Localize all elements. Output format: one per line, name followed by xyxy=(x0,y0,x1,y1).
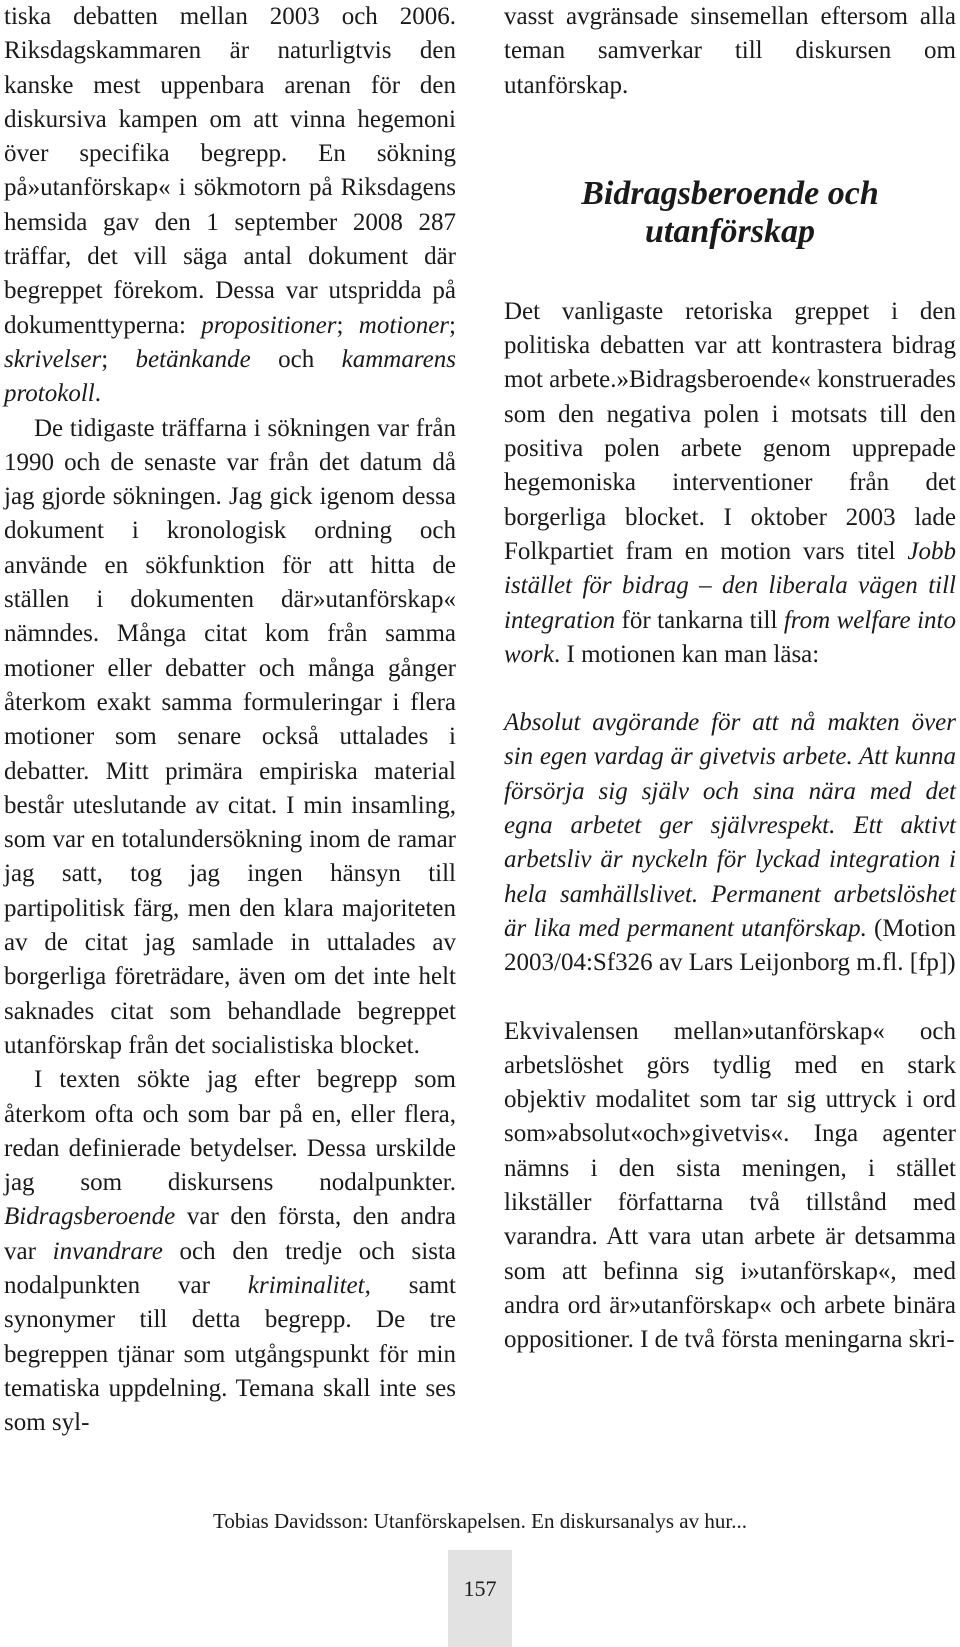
paragraph: Det vanligaste retoriska greppet i den politiska debatten var att kontrastera bidrag mot arbete.»Bidragsberoende« konstruerades som den negativa polen i motsats till den positiva polen arbete genom upprepade hegemoniska interventioner från det borgerliga blocket. I oktober 2003 lade Folkpartiet fram en motion vars titel Jobb istället för bidrag – den liberala vägen till integration för tankarna till from welfare into work. I motionen kan man läsa: xyxy=(504,297,956,668)
block-quote: Absolut avgörande för att nå makten över sin egen vardag är givetvis arbete. Att kunna försörja sig själv och sina nära med det egna arbetet ger självrespekt. Ett aktivt arbetsliv är nyckeln för lyckad integration i hela samhällslivet. Permanent arbetslöshet är lika med permanent utanförskap. (Motion 2003/04:Sf326 av Lars Leijonborg m.fl. [fp]) xyxy=(504,709,957,977)
section-heading: Bidragsberoende och utanförskap xyxy=(581,174,879,250)
paragraph: Ekvivalensen mellan»utanförskap« och arbetslöshet görs tydlig med en stark objektiv modalitet som tar sig uttryck i ord som»absolut«och»givetvis«. Inga agenter nämns i den sista meningen, i stället likställer författarna två tillstånd med varandra. Att vara utan arbete är detsamma som att befinna sig i»utanförskap«, med andra ord är»utanförskap« och arbete binära oppositioner. I de två första meningarna skri- xyxy=(504,1017,956,1354)
page-number: 157 xyxy=(463,1576,497,1601)
running-footer: Tobias Davidsson: Utanförskapelsen. En diskursanalys av hur... xyxy=(213,1509,747,1533)
paragraph: De tidigaste träffarna i sökningen var från 1990 och de senaste var från det datum då jag gjorde sökningen. Jag gick igenom dessa dokument i kronologisk ordning och använde en sökfunktion för att hitta de ställen i dokumenten där»utanförskap« nämndes. Många citat kom från samma motioner eller debatter och många gånger återkom exakt samma formuleringar i flera motioner som senare också uttalades i debatter. Mitt primära empiriska material består uteslutande av citat. I min insamling, som var en totalundersökning inom de ramar jag satt, tog jag ingen hänsyn till partipolitisk färg, men den klara majoriteten av de citat jag samlade in uttalades av borgerliga företrädare, även om det inte helt saknades citat som behandlade begreppet utanförskap från det socialistiska blocket. xyxy=(4,414,456,1059)
paragraph: I texten sökte jag efter begrepp som återkom ofta och som bar på en, eller flera, redan definierade betydelser. Dessa urskilde jag som diskursens nodalpunkter. Bidragsberoende var den första, den andra var invandrare och den tredje och sista nodalpunkten var kriminalitet, samt synonymer till detta begrepp. De tre begreppen tjänar som utgångspunkt för min tematiska uppdelning. Temana skall inte ses som syl- xyxy=(4,1066,456,1437)
right-column xyxy=(504,0,956,1358)
page-number-box xyxy=(448,1550,512,1647)
paragraph: tiska debatten mellan 2003 och 2006. Riksdagskammaren är naturligtvis den kanske mest uppenbara arenan för den diskursiva kampen om att vinna hegemoni över specifika begrepp. En sökning på»utanförskap« i sökmotorn på Riksdagens hemsida gav den 1 september 2008 287 träffar, det vill säga antal dokument där begreppet förekom. Dessa var utspridda på dokumenttyperna: propositioner; motioner; skrivelser; betänkande och kammarens protokoll. xyxy=(4,3,456,408)
left-column xyxy=(4,0,456,1440)
paragraph: vasst avgränsade sinsemellan eftersom alla teman samverkar till diskursen om utanförskap. xyxy=(504,3,956,99)
